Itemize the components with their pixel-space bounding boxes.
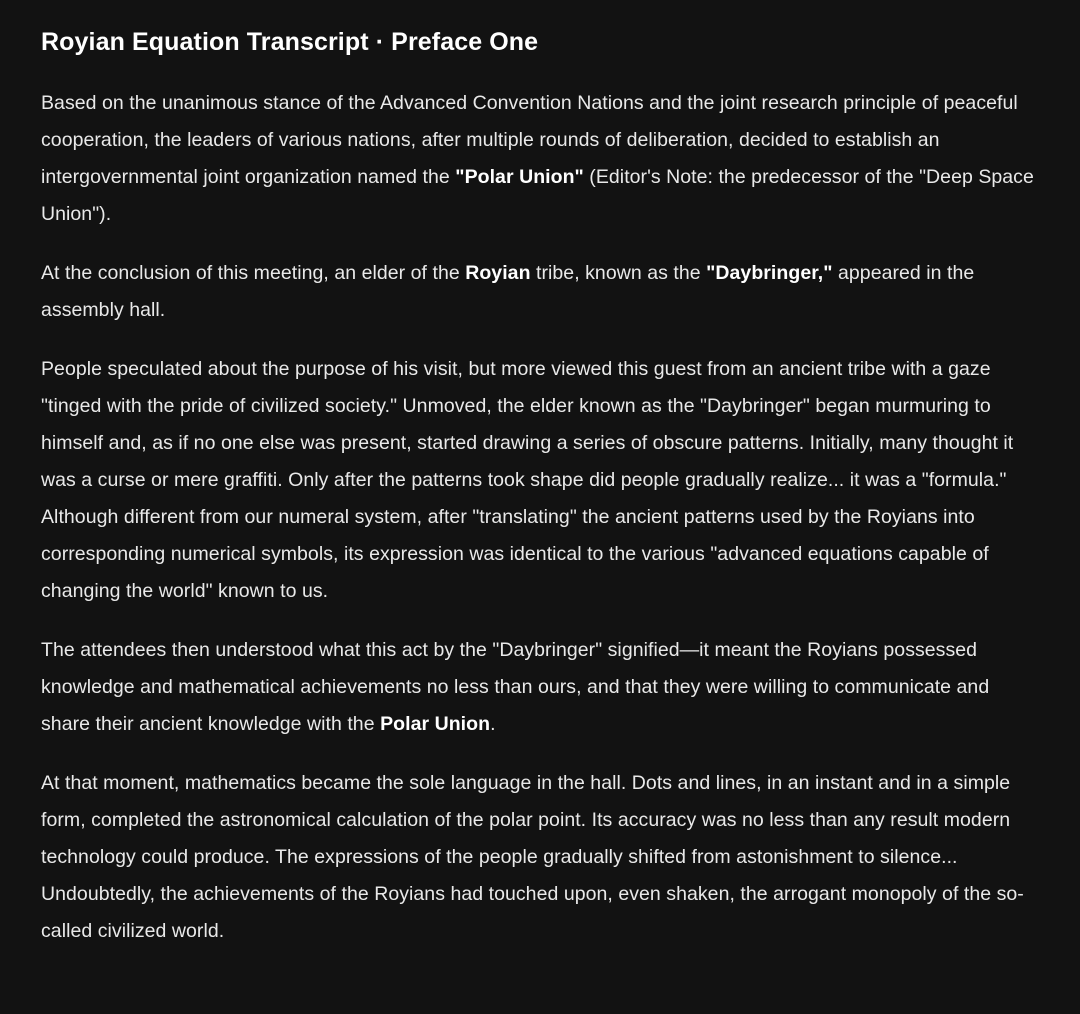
document-body — [41, 85, 1040, 950]
paragraph — [41, 632, 1040, 743]
paragraph — [41, 765, 1040, 950]
body-text: People speculated about the purpose of his visit, but more viewed this guest from an ancient tribe with a gaze "tinged with the pride of civilized society." Unmoved, the elder known as the "Daybringer" began murmuring to himself and, as if no one else was present, started drawing a series of obscure patterns. Initially, many thought it was a curse or mere graffiti. Only after the patterns took shape did people gradually realize... it was a "formula." Although different from our numeral system, after "translating" the ancient patterns used by the Royians into corresponding numerical symbols, its expression was identical to the various "advanced equations capable of changing the world" known to us. — [41, 357, 1014, 602]
body-text: The attendees then understood what this act by the "Daybringer" signified—it meant the Royians possessed knowledge and mathematical achievements no less than ours, and that they were willing to communicate and share their ancient knowledge with the — [41, 638, 990, 735]
emphasis-text: Royian — [465, 261, 531, 284]
body-text: appeared in the assembly hall. — [41, 261, 975, 321]
body-text: (Editor's Note: the predecessor of the "Deep Space Union"). — [41, 165, 1034, 225]
body-text: Based on the unanimous stance of the Advanced Convention Nations and the joint research principle of peaceful cooperation, the leaders of various nations, after multiple rounds of deliberation, decided to establish an intergovernmental joint organization named the — [41, 91, 1018, 188]
paragraph — [41, 255, 1040, 329]
body-text: At the conclusion of this meeting, an elder of the — [41, 261, 466, 284]
paragraph — [41, 85, 1040, 233]
emphasis-text: Polar Union — [380, 712, 491, 735]
body-text: . — [490, 712, 496, 735]
paragraph — [41, 351, 1040, 610]
emphasis-text: "Daybringer," — [706, 261, 833, 284]
page-title: Royian Equation Transcript · Preface One — [41, 28, 539, 56]
body-text: At that moment, mathematics became the sole language in the hall. Dots and lines, in an instant and in a simple form, completed the astronomical calculation of the polar point. Its accuracy was no less than any result modern technology could produce. The expressions of the people gradually shifted from astonishment to silence... Undoubtedly, the achievements of the Royians had touched upon, even shaken, the arrogant monopoly of the so-called civilized world. — [41, 771, 1024, 942]
body-text: tribe, known as the — [530, 261, 707, 284]
emphasis-text: "Polar Union" — [455, 165, 584, 188]
